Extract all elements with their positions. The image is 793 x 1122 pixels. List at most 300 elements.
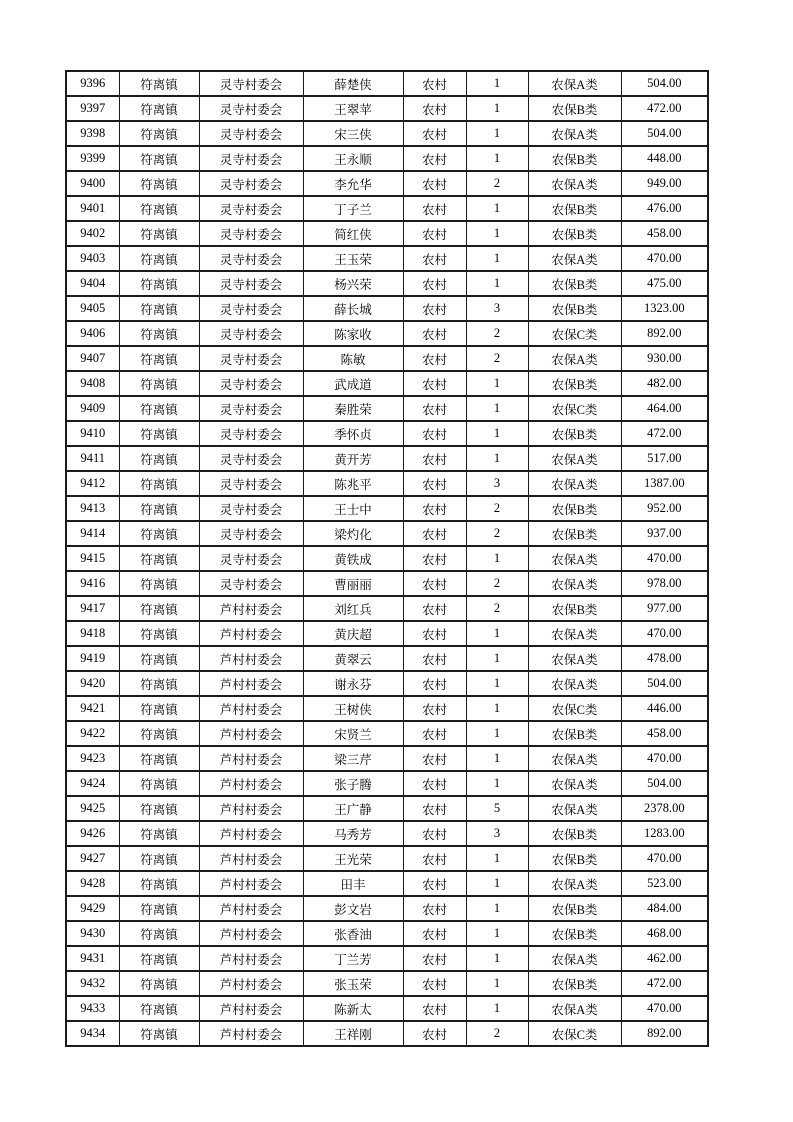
cell-person-count: 1 bbox=[466, 446, 528, 471]
cell-village: 芦村村委会 bbox=[199, 946, 303, 971]
cell-person-name: 简红侠 bbox=[303, 221, 403, 246]
cell-town: 符离镇 bbox=[119, 871, 199, 896]
cell-person-name: 张玉荣 bbox=[303, 971, 403, 996]
cell-row-id: 9407 bbox=[66, 346, 119, 371]
cell-person-count: 2 bbox=[466, 1021, 528, 1046]
table-row bbox=[66, 221, 708, 246]
cell-amount: 470.00 bbox=[621, 546, 708, 571]
cell-town: 符离镇 bbox=[119, 321, 199, 346]
cell-person-name: 薛楚侠 bbox=[303, 71, 403, 96]
cell-town: 符离镇 bbox=[119, 496, 199, 521]
cell-amount: 1387.00 bbox=[621, 471, 708, 496]
cell-town: 符离镇 bbox=[119, 896, 199, 921]
cell-person-count: 1 bbox=[466, 371, 528, 396]
cell-row-id: 9402 bbox=[66, 221, 119, 246]
cell-insurance-category: 农保B类 bbox=[528, 271, 621, 296]
cell-residence-type: 农村 bbox=[403, 396, 466, 421]
cell-row-id: 9404 bbox=[66, 271, 119, 296]
cell-person-name: 宋三侠 bbox=[303, 121, 403, 146]
cell-town: 符离镇 bbox=[119, 371, 199, 396]
cell-amount: 504.00 bbox=[621, 121, 708, 146]
cell-residence-type: 农村 bbox=[403, 971, 466, 996]
cell-residence-type: 农村 bbox=[403, 996, 466, 1021]
cell-residence-type: 农村 bbox=[403, 271, 466, 296]
cell-amount: 464.00 bbox=[621, 396, 708, 421]
cell-person-name: 薛长城 bbox=[303, 296, 403, 321]
cell-row-id: 9397 bbox=[66, 96, 119, 121]
cell-person-name: 黄铁成 bbox=[303, 546, 403, 571]
cell-insurance-category: 农保B类 bbox=[528, 371, 621, 396]
table-row bbox=[66, 396, 708, 421]
table-row bbox=[66, 596, 708, 621]
cell-residence-type: 农村 bbox=[403, 221, 466, 246]
cell-village: 芦村村委会 bbox=[199, 621, 303, 646]
cell-residence-type: 农村 bbox=[403, 1021, 466, 1046]
table-row bbox=[66, 1021, 708, 1046]
cell-row-id: 9425 bbox=[66, 796, 119, 821]
cell-insurance-category: 农保B类 bbox=[528, 921, 621, 946]
cell-row-id: 9428 bbox=[66, 871, 119, 896]
cell-row-id: 9422 bbox=[66, 721, 119, 746]
cell-person-count: 1 bbox=[466, 846, 528, 871]
cell-town: 符离镇 bbox=[119, 696, 199, 721]
cell-town: 符离镇 bbox=[119, 146, 199, 171]
cell-amount: 458.00 bbox=[621, 221, 708, 246]
cell-town: 符离镇 bbox=[119, 746, 199, 771]
cell-amount: 523.00 bbox=[621, 871, 708, 896]
cell-town: 符离镇 bbox=[119, 721, 199, 746]
cell-residence-type: 农村 bbox=[403, 571, 466, 596]
cell-person-name: 王士中 bbox=[303, 496, 403, 521]
cell-amount: 504.00 bbox=[621, 671, 708, 696]
cell-village: 灵寺村委会 bbox=[199, 71, 303, 96]
cell-amount: 470.00 bbox=[621, 246, 708, 271]
cell-person-name: 谢永芬 bbox=[303, 671, 403, 696]
cell-village: 灵寺村委会 bbox=[199, 271, 303, 296]
cell-town: 符离镇 bbox=[119, 121, 199, 146]
cell-village: 灵寺村委会 bbox=[199, 296, 303, 321]
cell-person-name: 王翠苹 bbox=[303, 96, 403, 121]
cell-insurance-category: 农保A类 bbox=[528, 171, 621, 196]
table-row bbox=[66, 746, 708, 771]
cell-person-name: 黄开芳 bbox=[303, 446, 403, 471]
cell-residence-type: 农村 bbox=[403, 521, 466, 546]
cell-insurance-category: 农保B类 bbox=[528, 846, 621, 871]
cell-person-count: 1 bbox=[466, 696, 528, 721]
cell-town: 符离镇 bbox=[119, 296, 199, 321]
cell-insurance-category: 农保C类 bbox=[528, 396, 621, 421]
cell-insurance-category: 农保B类 bbox=[528, 96, 621, 121]
cell-village: 灵寺村委会 bbox=[199, 171, 303, 196]
cell-person-count: 3 bbox=[466, 296, 528, 321]
cell-person-count: 1 bbox=[466, 971, 528, 996]
cell-row-id: 9423 bbox=[66, 746, 119, 771]
cell-person-count: 1 bbox=[466, 721, 528, 746]
cell-insurance-category: 农保A类 bbox=[528, 671, 621, 696]
table-row bbox=[66, 646, 708, 671]
cell-residence-type: 农村 bbox=[403, 671, 466, 696]
cell-residence-type: 农村 bbox=[403, 496, 466, 521]
cell-insurance-category: 农保A类 bbox=[528, 796, 621, 821]
cell-insurance-category: 农保A类 bbox=[528, 346, 621, 371]
cell-amount: 470.00 bbox=[621, 746, 708, 771]
cell-residence-type: 农村 bbox=[403, 946, 466, 971]
cell-amount: 472.00 bbox=[621, 421, 708, 446]
cell-person-name: 黄翠云 bbox=[303, 646, 403, 671]
cell-person-name: 王广静 bbox=[303, 796, 403, 821]
cell-residence-type: 农村 bbox=[403, 71, 466, 96]
cell-residence-type: 农村 bbox=[403, 896, 466, 921]
cell-village: 芦村村委会 bbox=[199, 871, 303, 896]
cell-person-count: 1 bbox=[466, 896, 528, 921]
cell-village: 芦村村委会 bbox=[199, 1021, 303, 1046]
cell-town: 符离镇 bbox=[119, 96, 199, 121]
cell-person-name: 王玉荣 bbox=[303, 246, 403, 271]
cell-town: 符离镇 bbox=[119, 921, 199, 946]
cell-village: 芦村村委会 bbox=[199, 996, 303, 1021]
cell-village: 灵寺村委会 bbox=[199, 196, 303, 221]
table-body bbox=[66, 71, 708, 1046]
cell-insurance-category: 农保A类 bbox=[528, 121, 621, 146]
cell-residence-type: 农村 bbox=[403, 96, 466, 121]
cell-row-id: 9415 bbox=[66, 546, 119, 571]
cell-row-id: 9432 bbox=[66, 971, 119, 996]
cell-town: 符离镇 bbox=[119, 546, 199, 571]
cell-residence-type: 农村 bbox=[403, 696, 466, 721]
cell-residence-type: 农村 bbox=[403, 421, 466, 446]
table-row bbox=[66, 671, 708, 696]
cell-person-count: 1 bbox=[466, 96, 528, 121]
cell-amount: 978.00 bbox=[621, 571, 708, 596]
cell-person-name: 陈新太 bbox=[303, 996, 403, 1021]
cell-insurance-category: 农保A类 bbox=[528, 996, 621, 1021]
cell-insurance-category: 农保A类 bbox=[528, 546, 621, 571]
cell-insurance-category: 农保B类 bbox=[528, 146, 621, 171]
cell-person-count: 1 bbox=[466, 421, 528, 446]
cell-person-name: 曹丽丽 bbox=[303, 571, 403, 596]
cell-insurance-category: 农保A类 bbox=[528, 246, 621, 271]
cell-village: 灵寺村委会 bbox=[199, 246, 303, 271]
cell-person-count: 2 bbox=[466, 346, 528, 371]
cell-person-name: 陈兆平 bbox=[303, 471, 403, 496]
cell-residence-type: 农村 bbox=[403, 871, 466, 896]
cell-person-count: 1 bbox=[466, 196, 528, 221]
table-row bbox=[66, 896, 708, 921]
cell-row-id: 9421 bbox=[66, 696, 119, 721]
cell-person-count: 1 bbox=[466, 396, 528, 421]
table-row bbox=[66, 246, 708, 271]
cell-row-id: 9433 bbox=[66, 996, 119, 1021]
cell-person-count: 2 bbox=[466, 521, 528, 546]
cell-insurance-category: 农保C类 bbox=[528, 321, 621, 346]
cell-town: 符离镇 bbox=[119, 571, 199, 596]
cell-person-name: 黄庆超 bbox=[303, 621, 403, 646]
cell-amount: 892.00 bbox=[621, 1021, 708, 1046]
cell-amount: 472.00 bbox=[621, 971, 708, 996]
cell-residence-type: 农村 bbox=[403, 921, 466, 946]
cell-person-count: 1 bbox=[466, 621, 528, 646]
table-row bbox=[66, 271, 708, 296]
cell-insurance-category: 农保A类 bbox=[528, 646, 621, 671]
table-row bbox=[66, 971, 708, 996]
cell-amount: 2378.00 bbox=[621, 796, 708, 821]
cell-town: 符离镇 bbox=[119, 621, 199, 646]
cell-person-name: 王祥刚 bbox=[303, 1021, 403, 1046]
cell-person-count: 1 bbox=[466, 946, 528, 971]
cell-amount: 484.00 bbox=[621, 896, 708, 921]
cell-insurance-category: 农保A类 bbox=[528, 746, 621, 771]
cell-town: 符离镇 bbox=[119, 821, 199, 846]
cell-village: 芦村村委会 bbox=[199, 796, 303, 821]
cell-town: 符离镇 bbox=[119, 71, 199, 96]
cell-village: 灵寺村委会 bbox=[199, 571, 303, 596]
cell-town: 符离镇 bbox=[119, 271, 199, 296]
table-row bbox=[66, 196, 708, 221]
cell-person-count: 1 bbox=[466, 996, 528, 1021]
cell-town: 符离镇 bbox=[119, 996, 199, 1021]
cell-amount: 517.00 bbox=[621, 446, 708, 471]
cell-village: 灵寺村委会 bbox=[199, 496, 303, 521]
cell-amount: 977.00 bbox=[621, 596, 708, 621]
table-row bbox=[66, 296, 708, 321]
table-row bbox=[66, 721, 708, 746]
cell-residence-type: 农村 bbox=[403, 846, 466, 871]
cell-insurance-category: 农保B类 bbox=[528, 821, 621, 846]
cell-person-count: 3 bbox=[466, 821, 528, 846]
table-row bbox=[66, 421, 708, 446]
cell-residence-type: 农村 bbox=[403, 621, 466, 646]
cell-amount: 892.00 bbox=[621, 321, 708, 346]
cell-amount: 504.00 bbox=[621, 771, 708, 796]
cell-person-count: 1 bbox=[466, 921, 528, 946]
cell-amount: 475.00 bbox=[621, 271, 708, 296]
cell-village: 灵寺村委会 bbox=[199, 346, 303, 371]
cell-row-id: 9399 bbox=[66, 146, 119, 171]
cell-town: 符离镇 bbox=[119, 521, 199, 546]
cell-person-name: 马秀芳 bbox=[303, 821, 403, 846]
cell-village: 灵寺村委会 bbox=[199, 221, 303, 246]
table-row bbox=[66, 771, 708, 796]
cell-insurance-category: 农保B类 bbox=[528, 971, 621, 996]
table-row bbox=[66, 696, 708, 721]
cell-person-name: 彭文岩 bbox=[303, 896, 403, 921]
cell-insurance-category: 农保C类 bbox=[528, 696, 621, 721]
cell-person-count: 1 bbox=[466, 671, 528, 696]
cell-row-id: 9401 bbox=[66, 196, 119, 221]
cell-amount: 504.00 bbox=[621, 71, 708, 96]
cell-row-id: 9429 bbox=[66, 896, 119, 921]
cell-town: 符离镇 bbox=[119, 1021, 199, 1046]
cell-person-count: 1 bbox=[466, 746, 528, 771]
cell-person-count: 2 bbox=[466, 571, 528, 596]
cell-person-name: 丁子兰 bbox=[303, 196, 403, 221]
cell-village: 芦村村委会 bbox=[199, 671, 303, 696]
cell-amount: 1283.00 bbox=[621, 821, 708, 846]
cell-person-count: 1 bbox=[466, 771, 528, 796]
cell-row-id: 9412 bbox=[66, 471, 119, 496]
cell-residence-type: 农村 bbox=[403, 321, 466, 346]
cell-residence-type: 农村 bbox=[403, 796, 466, 821]
cell-village: 灵寺村委会 bbox=[199, 371, 303, 396]
cell-amount: 462.00 bbox=[621, 946, 708, 971]
cell-residence-type: 农村 bbox=[403, 771, 466, 796]
cell-person-count: 1 bbox=[466, 146, 528, 171]
cell-person-count: 1 bbox=[466, 271, 528, 296]
table-row bbox=[66, 471, 708, 496]
table-row bbox=[66, 521, 708, 546]
cell-row-id: 9427 bbox=[66, 846, 119, 871]
table-row bbox=[66, 921, 708, 946]
cell-person-count: 1 bbox=[466, 71, 528, 96]
cell-person-count: 2 bbox=[466, 171, 528, 196]
cell-residence-type: 农村 bbox=[403, 446, 466, 471]
cell-row-id: 9426 bbox=[66, 821, 119, 846]
cell-person-name: 梁三芹 bbox=[303, 746, 403, 771]
cell-amount: 470.00 bbox=[621, 621, 708, 646]
cell-town: 符离镇 bbox=[119, 421, 199, 446]
cell-residence-type: 农村 bbox=[403, 596, 466, 621]
cell-row-id: 9398 bbox=[66, 121, 119, 146]
cell-village: 芦村村委会 bbox=[199, 746, 303, 771]
cell-row-id: 9411 bbox=[66, 446, 119, 471]
cell-village: 芦村村委会 bbox=[199, 896, 303, 921]
cell-insurance-category: 农保A类 bbox=[528, 871, 621, 896]
cell-person-count: 1 bbox=[466, 221, 528, 246]
table-row bbox=[66, 71, 708, 96]
cell-row-id: 9420 bbox=[66, 671, 119, 696]
table-row bbox=[66, 846, 708, 871]
cell-person-count: 5 bbox=[466, 796, 528, 821]
table-row bbox=[66, 371, 708, 396]
cell-amount: 949.00 bbox=[621, 171, 708, 196]
cell-amount: 478.00 bbox=[621, 646, 708, 671]
cell-amount: 476.00 bbox=[621, 196, 708, 221]
table-row bbox=[66, 171, 708, 196]
table-row bbox=[66, 796, 708, 821]
cell-insurance-category: 农保C类 bbox=[528, 1021, 621, 1046]
cell-residence-type: 农村 bbox=[403, 471, 466, 496]
cell-town: 符离镇 bbox=[119, 646, 199, 671]
table-row bbox=[66, 571, 708, 596]
cell-insurance-category: 农保B类 bbox=[528, 721, 621, 746]
cell-amount: 470.00 bbox=[621, 996, 708, 1021]
cell-person-count: 1 bbox=[466, 121, 528, 146]
cell-village: 芦村村委会 bbox=[199, 921, 303, 946]
cell-residence-type: 农村 bbox=[403, 546, 466, 571]
cell-village: 芦村村委会 bbox=[199, 821, 303, 846]
cell-town: 符离镇 bbox=[119, 596, 199, 621]
table-row bbox=[66, 496, 708, 521]
cell-person-name: 丁兰芳 bbox=[303, 946, 403, 971]
cell-person-name: 杨兴荣 bbox=[303, 271, 403, 296]
cell-person-name: 李允华 bbox=[303, 171, 403, 196]
cell-insurance-category: 农保B类 bbox=[528, 596, 621, 621]
cell-residence-type: 农村 bbox=[403, 296, 466, 321]
table-row bbox=[66, 121, 708, 146]
cell-residence-type: 农村 bbox=[403, 146, 466, 171]
cell-person-name: 秦胜荣 bbox=[303, 396, 403, 421]
cell-row-id: 9434 bbox=[66, 1021, 119, 1046]
cell-row-id: 9409 bbox=[66, 396, 119, 421]
cell-insurance-category: 农保B类 bbox=[528, 521, 621, 546]
cell-person-name: 梁灼化 bbox=[303, 521, 403, 546]
cell-residence-type: 农村 bbox=[403, 196, 466, 221]
cell-village: 芦村村委会 bbox=[199, 971, 303, 996]
cell-residence-type: 农村 bbox=[403, 746, 466, 771]
cell-row-id: 9414 bbox=[66, 521, 119, 546]
table-row bbox=[66, 446, 708, 471]
cell-town: 符离镇 bbox=[119, 471, 199, 496]
table-row bbox=[66, 346, 708, 371]
cell-row-id: 9413 bbox=[66, 496, 119, 521]
cell-person-name: 王永顺 bbox=[303, 146, 403, 171]
cell-village: 灵寺村委会 bbox=[199, 421, 303, 446]
cell-village: 芦村村委会 bbox=[199, 771, 303, 796]
cell-insurance-category: 农保A类 bbox=[528, 621, 621, 646]
cell-insurance-category: 农保A类 bbox=[528, 471, 621, 496]
cell-insurance-category: 农保B类 bbox=[528, 296, 621, 321]
table-row bbox=[66, 621, 708, 646]
cell-person-name: 张香油 bbox=[303, 921, 403, 946]
cell-town: 符离镇 bbox=[119, 446, 199, 471]
cell-person-count: 1 bbox=[466, 871, 528, 896]
cell-village: 灵寺村委会 bbox=[199, 546, 303, 571]
cell-town: 符离镇 bbox=[119, 171, 199, 196]
cell-residence-type: 农村 bbox=[403, 121, 466, 146]
table-row bbox=[66, 146, 708, 171]
cell-amount: 446.00 bbox=[621, 696, 708, 721]
cell-amount: 458.00 bbox=[621, 721, 708, 746]
cell-town: 符离镇 bbox=[119, 846, 199, 871]
cell-village: 灵寺村委会 bbox=[199, 471, 303, 496]
cell-person-name: 武成道 bbox=[303, 371, 403, 396]
cell-residence-type: 农村 bbox=[403, 721, 466, 746]
cell-person-count: 2 bbox=[466, 596, 528, 621]
cell-insurance-category: 农保A类 bbox=[528, 771, 621, 796]
cell-village: 芦村村委会 bbox=[199, 846, 303, 871]
cell-person-count: 1 bbox=[466, 646, 528, 671]
cell-amount: 482.00 bbox=[621, 371, 708, 396]
cell-amount: 1323.00 bbox=[621, 296, 708, 321]
cell-residence-type: 农村 bbox=[403, 246, 466, 271]
cell-town: 符离镇 bbox=[119, 246, 199, 271]
cell-row-id: 9396 bbox=[66, 71, 119, 96]
cell-village: 灵寺村委会 bbox=[199, 146, 303, 171]
pension-table bbox=[65, 70, 709, 1047]
cell-town: 符离镇 bbox=[119, 771, 199, 796]
cell-town: 符离镇 bbox=[119, 221, 199, 246]
cell-person-count: 2 bbox=[466, 496, 528, 521]
cell-row-id: 9424 bbox=[66, 771, 119, 796]
cell-person-count: 1 bbox=[466, 546, 528, 571]
cell-village: 灵寺村委会 bbox=[199, 446, 303, 471]
cell-person-name: 宋贤兰 bbox=[303, 721, 403, 746]
cell-person-name: 陈家收 bbox=[303, 321, 403, 346]
cell-person-name: 田丰 bbox=[303, 871, 403, 896]
cell-village: 灵寺村委会 bbox=[199, 521, 303, 546]
table-row bbox=[66, 546, 708, 571]
cell-amount: 472.00 bbox=[621, 96, 708, 121]
cell-person-count: 3 bbox=[466, 471, 528, 496]
cell-insurance-category: 农保A类 bbox=[528, 446, 621, 471]
cell-row-id: 9410 bbox=[66, 421, 119, 446]
cell-town: 符离镇 bbox=[119, 946, 199, 971]
cell-person-count: 1 bbox=[466, 246, 528, 271]
cell-amount: 937.00 bbox=[621, 521, 708, 546]
cell-amount: 470.00 bbox=[621, 846, 708, 871]
cell-residence-type: 农村 bbox=[403, 371, 466, 396]
cell-residence-type: 农村 bbox=[403, 346, 466, 371]
